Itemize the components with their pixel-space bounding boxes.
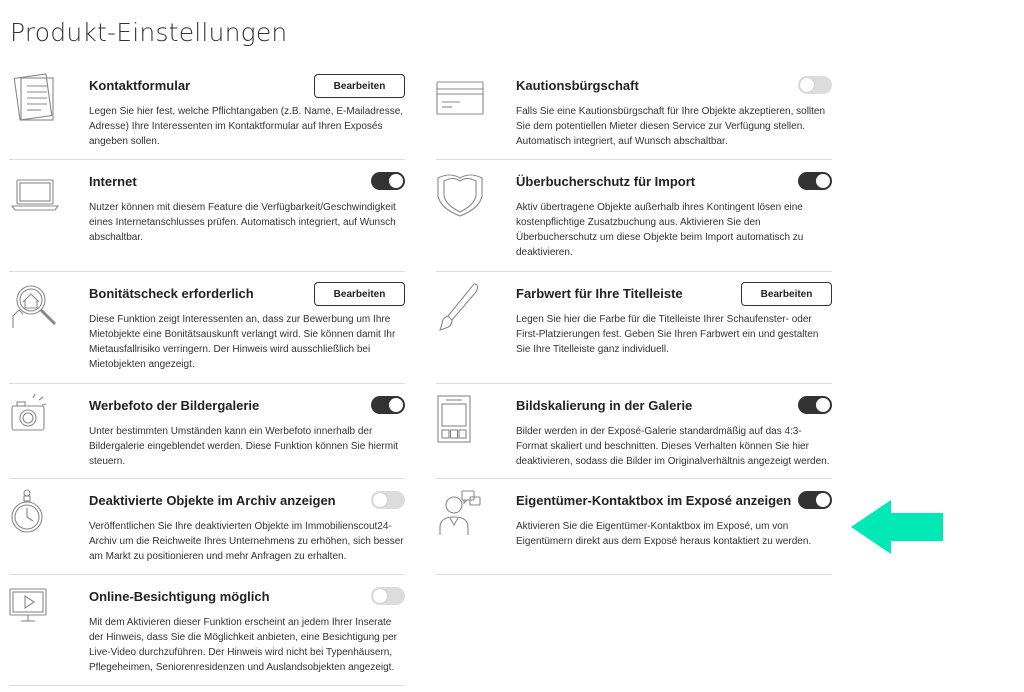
setting-card-online-besichtigung: [9, 575, 405, 686]
setting-description: Legen Sie hier die Farbe für die Titelleiste Ihrer Schaufenster- oder First-Platzierungen fest. Geben Sie Ihren Farbwert ein und gestalten Sie Ihre Titelleiste ganz individuell.: [516, 314, 819, 355]
toggle-knob: [800, 78, 814, 92]
setting-card-ueberbucherschutz: [436, 160, 832, 272]
internet-toggle[interactable]: [371, 172, 405, 190]
setting-card-kontaktformular: [9, 64, 405, 160]
setting-description: Falls Sie eine Kautionsbürgschaft für Ihre Objekte akzeptieren, sollten Sie dem potentiellen Mieter diesen Service zur Verfügung stellen. Automatisch integriert, auf Wunsch abschaltbar.: [516, 106, 826, 147]
arrow-shape: [851, 500, 943, 554]
video-monitor-icon: [9, 583, 61, 635]
person-speech-icon: [436, 487, 488, 539]
setting-card-kautionsbuergschaft: [436, 64, 832, 160]
toggle-knob: [373, 493, 387, 507]
setting-title: Werbefoto der Bildergalerie: [89, 398, 260, 413]
setting-card-eigentuemer-kontaktbox: [436, 479, 832, 575]
setting-title: Eigentümer-Kontaktbox im Exposé anzeigen: [516, 493, 792, 508]
shield-icon: [436, 168, 488, 220]
edit-button[interactable]: Bearbeiten: [741, 282, 832, 306]
stopwatch-icon: [9, 487, 61, 539]
setting-title: Kautionsbürgschaft: [516, 78, 639, 93]
page-title: Produkt-Einstellungen: [10, 18, 288, 47]
setting-description: Nutzer können mit diesem Feature die Verfügbarkeit/Geschwindigkeit eines Internetanschlusses prüfen. Automatisch integriert, auf Wunsch abschaltbar.: [89, 202, 396, 243]
bildskalierung-toggle[interactable]: [798, 396, 832, 414]
settings-column-right: [436, 64, 832, 575]
werbefoto-toggle[interactable]: [371, 396, 405, 414]
setting-title: Überbucherschutz für Import: [516, 174, 696, 189]
setting-description: Legen Sie hier fest, welche Pflichtangaben (z.B. Name, E-Mailadresse, Adresse) Ihre Interessenten im Kontaktformular auf Ihren Exposés angeben sollen.: [89, 106, 404, 147]
highlight-arrow: [851, 500, 943, 554]
setting-description: Mit dem Aktivieren dieser Funktion erscheint an jedem Ihrer Inserate der Hinweis, dass Sie die Möglichkeit anbieten, eine Besichtigung per Live-Video durchzuführen. Der Hinweis wird nicht bei Typenhäusern, Pflegeheimen, Seniorenresidenzen und Auslandsobjekten angezeigt.: [89, 617, 397, 673]
toggle-knob: [389, 174, 403, 188]
toggle-knob: [816, 493, 830, 507]
eigentuemer-kontaktbox-toggle[interactable]: [798, 491, 832, 509]
online-besichtigung-toggle[interactable]: [371, 587, 405, 605]
toggle-knob: [816, 174, 830, 188]
setting-card-bonitaetscheck: [9, 272, 405, 384]
ueberbucherschutz-toggle[interactable]: [798, 172, 832, 190]
archiv-toggle[interactable]: [371, 491, 405, 509]
magnifier-house-icon: [9, 280, 61, 332]
setting-card-archiv: [9, 479, 405, 575]
paintbrush-icon: [436, 280, 488, 332]
camera-icon: [9, 392, 61, 444]
setting-title: Bildskalierung in der Galerie: [516, 398, 693, 413]
setting-description: Bilder werden in der Exposé-Galerie standardmäßig auf das 4:3-Format skaliert und beschnitten. Dieses Verhalten können Sie hier deaktivieren, sodass die Bilder im Originalverhältnis angezeigt werden.: [516, 426, 830, 467]
setting-description: Veröffentlichen Sie Ihre deaktivierten Objekte im Immobilienscout24-Archiv um die Reichweite Ihres Unternehmens zu erhöhen, sich besser am Markt zu positionieren und mehr Anfragen zu erhalten.: [89, 521, 404, 562]
card-icon: [436, 72, 488, 124]
setting-title: Internet: [89, 174, 137, 189]
laptop-icon: [9, 168, 61, 220]
setting-description: Unter bestimmten Umständen kann ein Werbefoto innerhalb der Bildergalerie eingeblendet werden. Diese Funktion können Sie hiermit steuern.: [89, 426, 399, 467]
setting-card-werbefoto: [9, 384, 405, 479]
setting-title: Deaktivierte Objekte im Archiv anzeigen: [89, 493, 336, 508]
toggle-knob: [389, 398, 403, 412]
setting-title: Online-Besichtigung möglich: [89, 589, 270, 604]
setting-card-internet: [9, 160, 405, 272]
setting-card-bildskalierung: [436, 384, 832, 479]
setting-title: Farbwert für Ihre Titelleiste: [516, 286, 683, 301]
setting-description: Aktiv übertragene Objekte außerhalb ihres Kontingent lösen eine kostenpflichtige Zusatzbuchung aus. Aktivieren Sie den Überbucherschutz um diese Objekte beim Import automatisch zu deaktivieren.: [516, 202, 804, 258]
setting-title: Bonitätscheck erforderlich: [89, 286, 254, 301]
setting-description: Aktivieren Sie die Eigentümer-Kontaktbox im Exposé, um von Eigentümern direkt aus dem Exposé heraus kontaktiert zu werden.: [516, 521, 812, 547]
form-icon: [9, 72, 61, 124]
gallery-icon: [436, 392, 488, 444]
toggle-knob: [816, 398, 830, 412]
edit-button[interactable]: Bearbeiten: [314, 74, 405, 98]
setting-description: Diese Funktion zeigt Interessenten an, dass zur Bewerbung um Ihre Mietobjekte eine Bonitätsauskunft verlangt wird. Sie können damit Ihr Mietausfallrisiko verringern. Der Hinweis wird ausschließlich bei Mietobjekten angezeigt.: [89, 314, 396, 370]
toggle-knob: [373, 589, 387, 603]
kaution-toggle[interactable]: [798, 76, 832, 94]
setting-card-farbwert: [436, 272, 832, 384]
edit-button[interactable]: Bearbeiten: [314, 282, 405, 306]
setting-title: Kontaktformular: [89, 78, 191, 93]
settings-column-left: [9, 64, 405, 686]
